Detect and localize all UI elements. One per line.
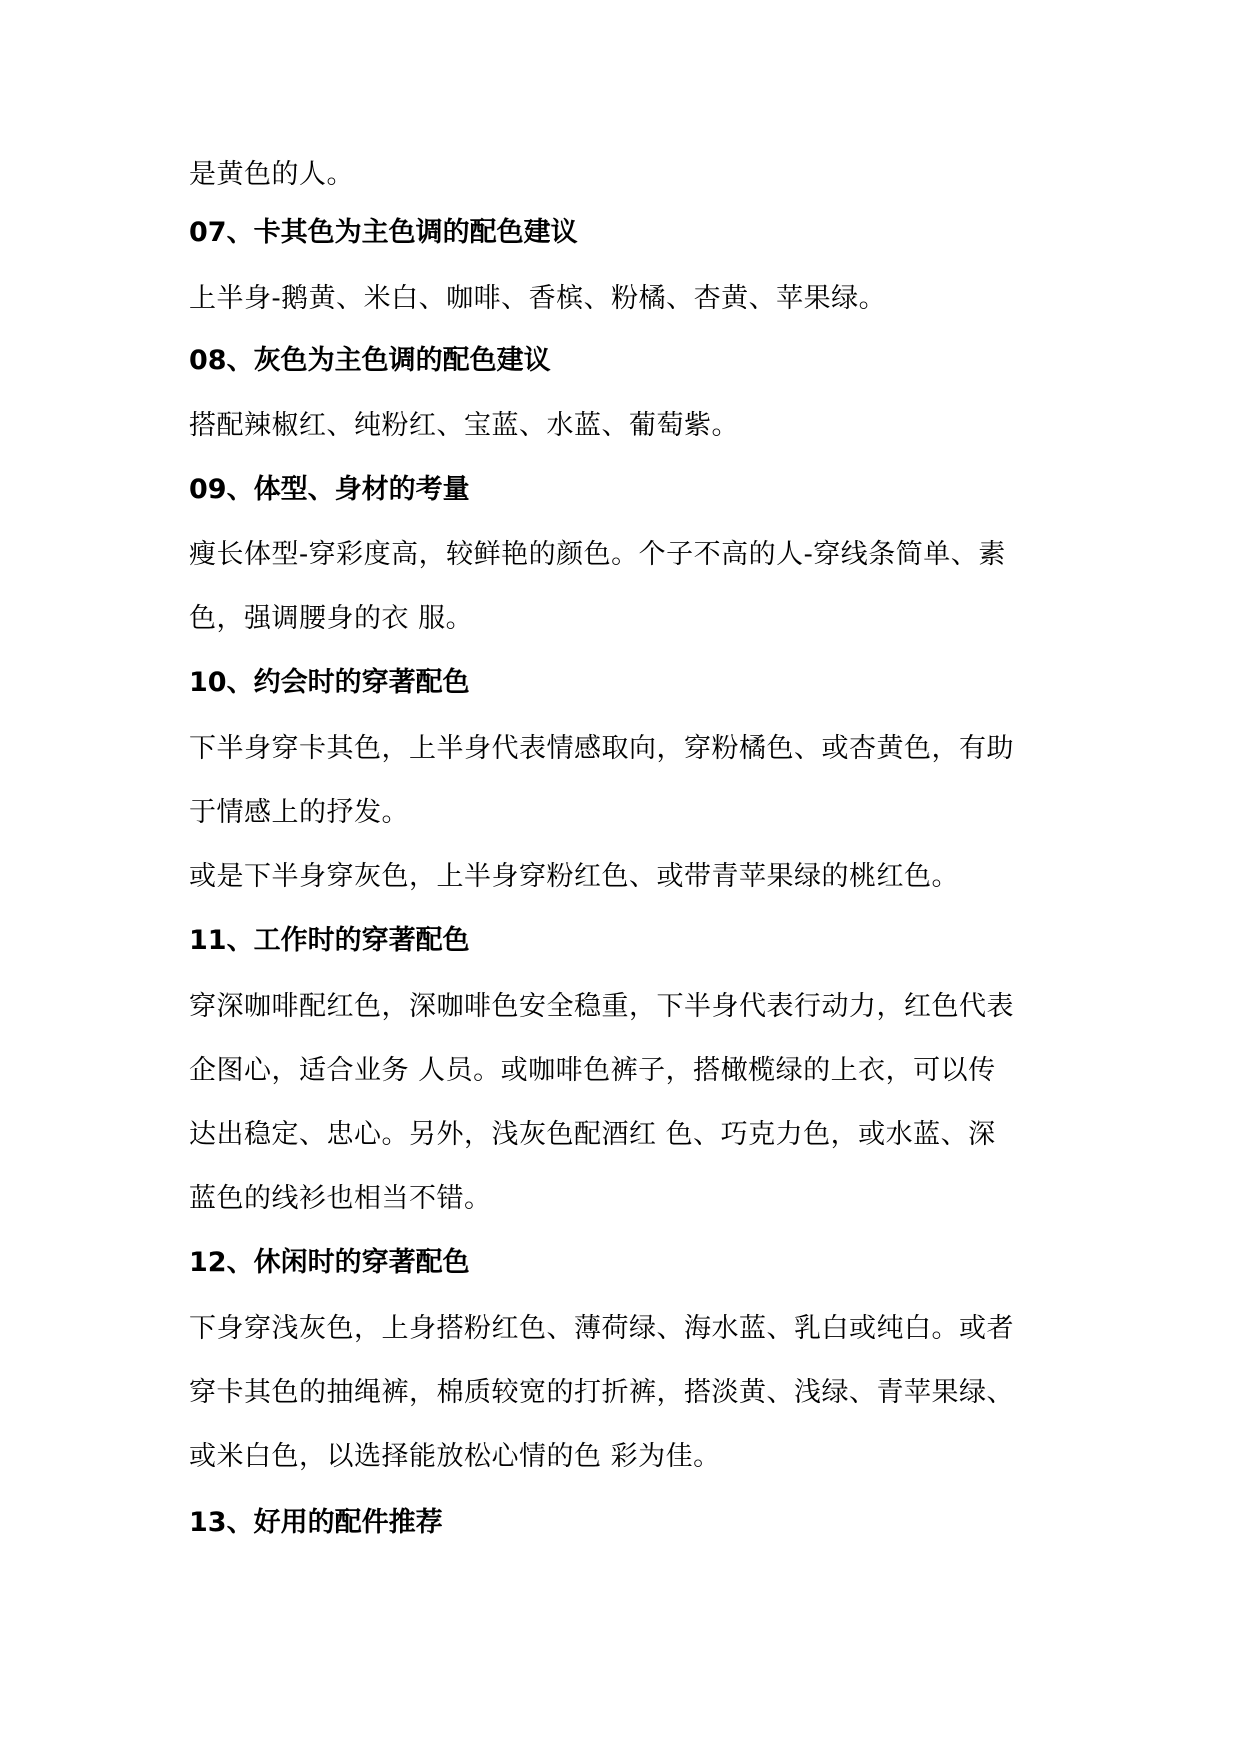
body-text: 达出稳定、忠心。另外，浅灰色配酒红 色、巧克力色，或水蓝、深: [189, 1119, 996, 1150]
section-heading-13: 13、好用的配件推荐: [189, 1507, 443, 1538]
body-text: 瘦长体型-穿彩度高，较鲜艳的颜色。个子不高的人-穿线条简单、素: [189, 539, 1006, 570]
body-text: 是黄色的人。: [189, 159, 354, 190]
body-text: 上半身-鹅黄、米白、咖啡、香槟、粉橘、杏黄、苹果绿。: [189, 283, 887, 314]
body-text: 穿深咖啡配红色，深咖啡色安全稳重，下半身代表行动力，红色代表: [189, 991, 1014, 1022]
body-text: 搭配辣椒红、纯粉红、宝蓝、水蓝、葡萄紫。: [189, 410, 739, 441]
section-heading-12: 12、休闲时的穿著配色: [189, 1247, 470, 1278]
section-heading-08: 08、灰色为主色调的配色建议: [189, 345, 551, 376]
section-heading-10: 10、约会时的穿著配色: [189, 667, 470, 698]
section-heading-11: 11、工作时的穿著配色: [189, 925, 470, 956]
section-heading-07: 07、卡其色为主色调的配色建议: [189, 217, 578, 248]
body-text: 蓝色的线衫也相当不错。: [189, 1183, 492, 1214]
section-heading-09: 09、体型、身材的考量: [189, 474, 470, 505]
body-text: 或米白色，以选择能放松心情的色 彩为佳。: [189, 1441, 721, 1472]
body-text: 穿卡其色的抽绳裤，棉质较宽的打折裤，搭淡黄、浅绿、青苹果绿、: [189, 1377, 1014, 1408]
body-text: 色，强调腰身的衣 服。: [189, 603, 474, 634]
body-text: 企图心，适合业务 人员。或咖啡色裤子，搭橄榄绿的上衣，可以传: [189, 1055, 996, 1086]
body-text: 下身穿浅灰色，上身搭粉红色、薄荷绿、海水蓝、乳白或纯白。或者: [189, 1313, 1014, 1344]
body-text: 下半身穿卡其色，上半身代表情感取向，穿粉橘色、或杏黄色，有助: [189, 733, 1014, 764]
body-text: 于情感上的抒发。: [189, 797, 409, 828]
body-text: 或是下半身穿灰色，上半身穿粉红色、或带青苹果绿的桃红色。: [189, 861, 959, 892]
